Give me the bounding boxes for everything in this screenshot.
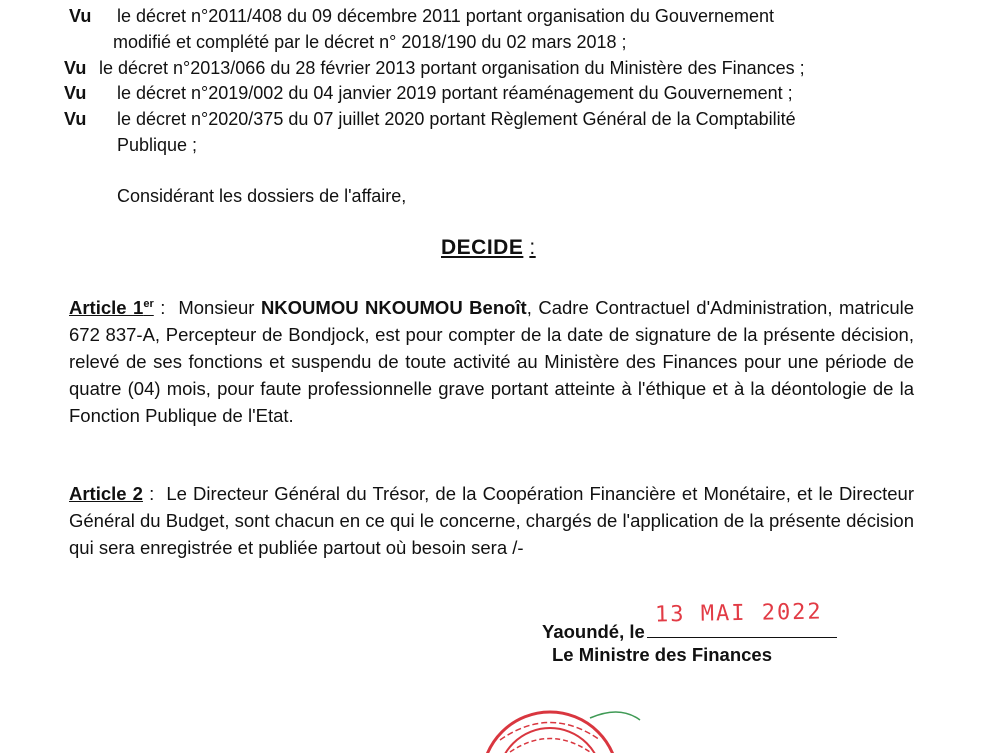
vu-keyword: Vu	[69, 6, 92, 26]
article-1-prefix: Monsieur	[178, 297, 255, 319]
vu-clause-text: le décret n°2013/066 du 28 février 2013 portant organisation du Ministère des Finances ;	[99, 58, 805, 78]
decide-colon: :	[529, 236, 536, 259]
minister-title: Le Ministre des Finances	[552, 644, 773, 665]
article-2-body: Le Directeur Général du Trésor, de la Coopération Financière et Monétaire, et le Directeur Général du Budget, sont chacun en ce qui le concerne, chargés de l'application de la présente décision qui sera enregistrée et publiée partout où besoin sera /-	[69, 483, 914, 558]
stamped-date: 13 MAI 2022	[654, 599, 823, 628]
article-2	[69, 480, 914, 561]
considerant-line: Considérant les dossiers de l'affaire,	[117, 186, 407, 206]
article-1-colon: :	[160, 297, 166, 319]
article-1-label-text: Article 1	[69, 297, 144, 319]
decide-heading	[441, 236, 536, 260]
article-2-label: Article 2	[69, 483, 143, 504]
article-1-superscript: er	[143, 298, 154, 310]
signature-place: Yaoundé, le	[542, 621, 645, 642]
date-line	[647, 599, 837, 638]
signature-place-date	[542, 599, 837, 643]
official-seal-icon	[470, 700, 650, 753]
vu-clause-continuation: modifié et complété par le décret n° 2018/190 du 02 mars 2018 ;	[113, 32, 627, 52]
vu-keyword: Vu	[64, 83, 87, 103]
vu-keyword: Vu	[64, 109, 87, 129]
vu-clause-continuation: Publique ;	[117, 135, 198, 155]
vu-keyword: Vu	[64, 58, 87, 78]
vu-clause-text: le décret n°2020/375 du 07 juillet 2020 portant Règlement Général de la Comptabilité	[117, 109, 796, 129]
decide-label: DECIDE	[441, 236, 524, 259]
article-1	[69, 291, 914, 429]
article-2-colon: :	[149, 483, 155, 504]
vu-clause-text: le décret n°2019/002 du 04 janvier 2019 portant réaménagement du Gouvernement ;	[117, 83, 793, 103]
vu-clause-text: le décret n°2011/408 du 09 décembre 2011 portant organisation du Gouvernement	[117, 6, 774, 26]
article-1-label	[69, 297, 154, 318]
article-1-person-name: NKOUMOU NKOUMOU Benoît	[260, 297, 527, 319]
article-1-body: , Cadre Contractuel d'Administration, matricule 672 837-A, Percepteur de Bondjock, est pour compter de la date de signature de la présente décision, relevé de ses fonctions et suspendu de toute activité au Ministère des Finances pour une période de quatre (04) mois, pour faute professionnelle grave portant atteinte à l'éthique et à la déontologie de la Fonction Publique de l'Etat.	[69, 297, 915, 427]
